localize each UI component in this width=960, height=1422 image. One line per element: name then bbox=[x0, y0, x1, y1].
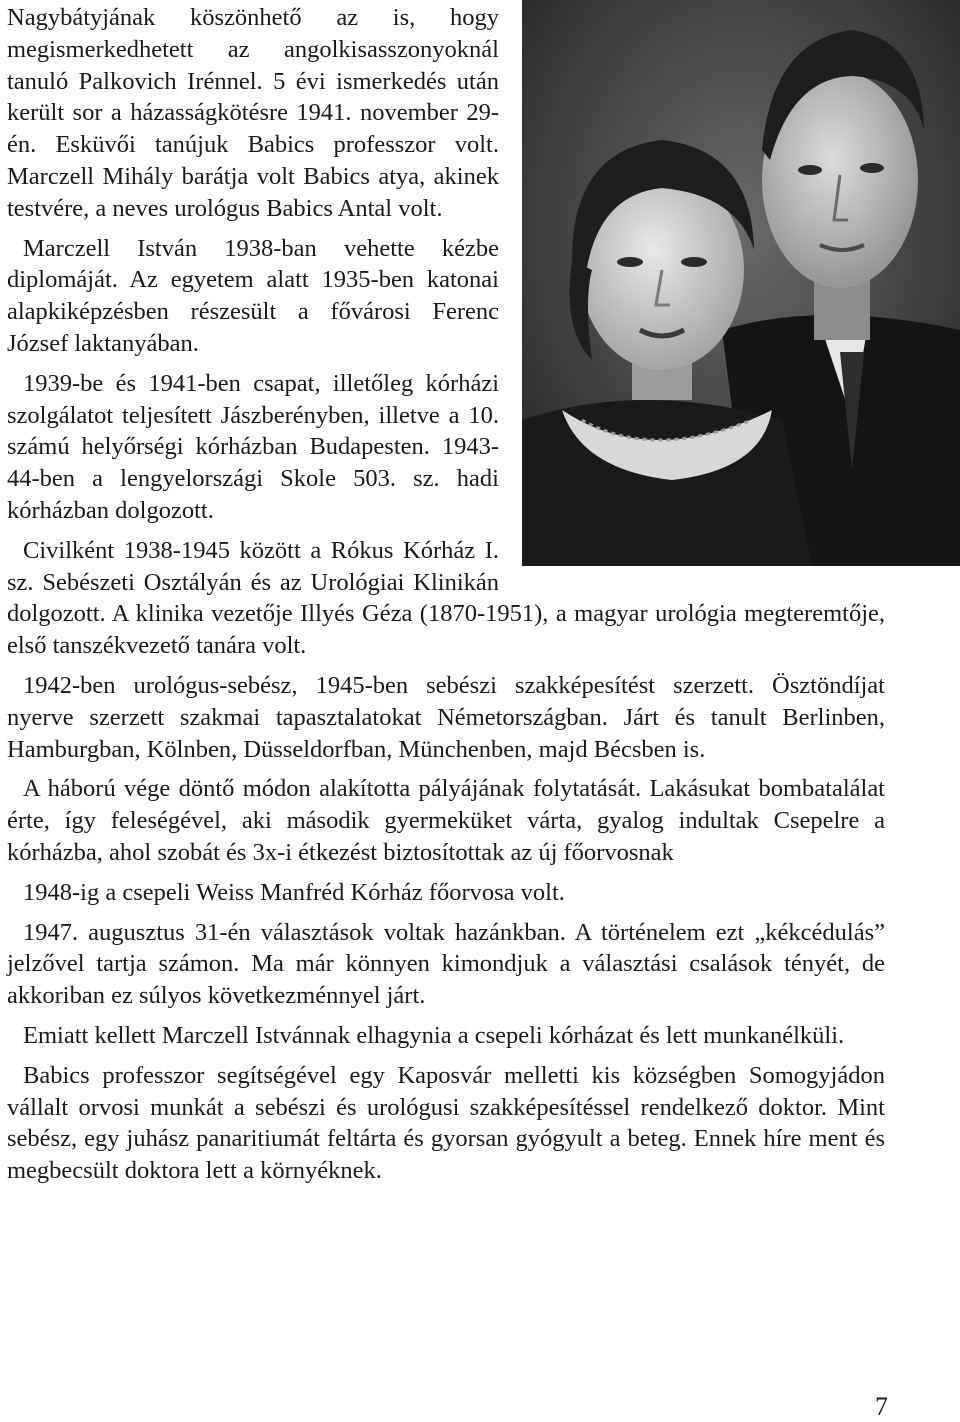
paragraph-2: Marczell István 1938-ban vehette kézbe diplomáját. Az egyetem alatt 1935-ben katonai alapkiképzésben részesült a fővárosi Ferenc József laktanyában. bbox=[7, 234, 499, 357]
paragraph-1: Nagybátyjának köszönhető az is, hogy megismerkedhetett az angolkisasszonyoknál tanuló Palkovich Irénnel. 5 évi ismerkedés után került sor a házasságkötésre 1941. november 29-én. Esküvői tanújuk Babics professzor volt. Marczell Mihály barátja volt Babics atya, akinek testvére, a neves urológus Babics Antal volt. bbox=[7, 4, 499, 222]
paragraph-5: 1942-ben urológus-sebész, 1945-ben sebészi szakképesítést szerzett. Ösztöndíjat nyerve szerzett szakmai tapasztalatokat Németországban. Járt és tanult Berlinben, Hamburgban, Kölnben, Düsseldorfban, Münchenben, majd Bécsben is. bbox=[7, 671, 885, 763]
paragraph-7: 1948-ig a csepeli Weiss Manfréd Kórház főorvosa volt. bbox=[23, 878, 565, 906]
paragraph-9: Emiatt kellett Marczell Istvánnak elhagynia a csepeli kórházat és lett munkanélküli. bbox=[23, 1021, 845, 1049]
paragraph-8: 1947. augusztus 31-én választások voltak hazánkban. A történelem ezt „kékcédulás” jelzővel tartja számon. Ma már könnyen kimondjuk a választási csalások tényét, de akkoriban ez súlyos következménnyel járt. bbox=[7, 918, 885, 1010]
paragraph-6: A háború vége döntő módon alakította pályájának folytatását. Lakásukat bombatalálat érte, így feleségével, aki második gyermeküket várta, gyalog indultak Csepelre a kórházba, ahol szobát és 3x-i étkezést biztosítottak az új főorvosnak bbox=[7, 775, 885, 866]
page-number: 7 bbox=[875, 1392, 888, 1421]
body-text bbox=[7, 2, 885, 1195]
paragraph-4: Civilként 1938-1945 között a Rókus Kórház I. sz. Sebészeti Osztályán és az Urológiai Klinikán dolgozott. A klinika vezetője Illyés Géza (1870-1951), a magyar urológia megteremtője, első tanszékvezető tanára volt. bbox=[7, 536, 885, 660]
paragraph-10: Babics professzor segítségével egy Kaposvár melletti kis községben Somogyjádon vállalt orvosi munkát a sebészi és urológusi szakképesítéssel rendelkező doktor. Mint sebész, egy juhász panaritiumát feltárta és gyorsan gyógyult a beteg. Ennek híre ment és megbecsült doktora lett a környéknek. bbox=[7, 1061, 885, 1185]
paragraph-3: 1939-be és 1941-ben csapat, illetőleg kórházi szolgálatot teljesített Jászberényben, illetve a 10. számú helyőrségi kórházban Budapesten. 1943-44-ben a lengyelországi Skole 503. sz. hadi kórházban dolgozott. bbox=[7, 369, 499, 524]
photo-wrap-space bbox=[513, 2, 885, 568]
